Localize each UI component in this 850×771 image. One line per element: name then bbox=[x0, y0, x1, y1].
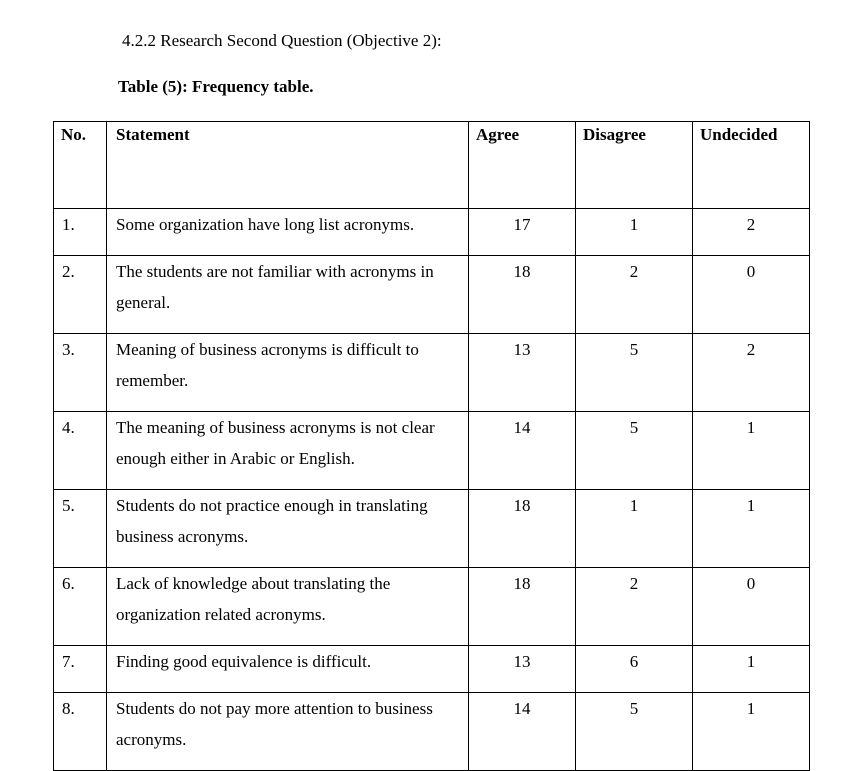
cell-disagree: 6 bbox=[576, 646, 693, 693]
cell-agree: 18 bbox=[469, 490, 576, 568]
section-heading: 4.2.2 Research Second Question (Objective 2): bbox=[122, 31, 442, 50]
cell-agree: 17 bbox=[469, 209, 576, 256]
cell-undecided: 2 bbox=[693, 209, 810, 256]
cell-statement: The meaning of business acronyms is not clear enough either in Arabic or English. bbox=[107, 412, 469, 490]
table-row bbox=[54, 646, 810, 693]
header-disagree: Disagree bbox=[576, 122, 693, 209]
cell-disagree: 2 bbox=[576, 256, 693, 334]
table-row bbox=[54, 568, 810, 646]
cell-no: 4. bbox=[54, 412, 107, 490]
cell-disagree: 5 bbox=[576, 693, 693, 771]
cell-no: 2. bbox=[54, 256, 107, 334]
table-row bbox=[54, 256, 810, 334]
cell-statement: The students are not familiar with acronyms in general. bbox=[107, 256, 469, 334]
cell-agree: 13 bbox=[469, 646, 576, 693]
table-row bbox=[54, 209, 810, 256]
cell-agree: 18 bbox=[469, 256, 576, 334]
table-row bbox=[54, 412, 810, 490]
cell-no: 6. bbox=[54, 568, 107, 646]
cell-disagree: 1 bbox=[576, 209, 693, 256]
cell-no: 8. bbox=[54, 693, 107, 771]
cell-undecided: 1 bbox=[693, 412, 810, 490]
header-statement: Statement bbox=[107, 122, 469, 209]
cell-no: 5. bbox=[54, 490, 107, 568]
cell-undecided: 0 bbox=[693, 568, 810, 646]
cell-statement: Students do not pay more attention to business acronyms. bbox=[107, 693, 469, 771]
cell-no: 3. bbox=[54, 334, 107, 412]
cell-disagree: 5 bbox=[576, 334, 693, 412]
cell-undecided: 2 bbox=[693, 334, 810, 412]
cell-agree: 14 bbox=[469, 412, 576, 490]
frequency-table bbox=[53, 121, 810, 771]
cell-statement: Meaning of business acronyms is difficult to remember. bbox=[107, 334, 469, 412]
cell-agree: 14 bbox=[469, 693, 576, 771]
cell-statement: Finding good equivalence is difficult. bbox=[107, 646, 469, 693]
cell-undecided: 1 bbox=[693, 693, 810, 771]
cell-disagree: 2 bbox=[576, 568, 693, 646]
table-row bbox=[54, 334, 810, 412]
cell-undecided: 1 bbox=[693, 490, 810, 568]
header-undecided: Undecided bbox=[693, 122, 810, 209]
table-row bbox=[54, 490, 810, 568]
cell-agree: 18 bbox=[469, 568, 576, 646]
cell-agree: 13 bbox=[469, 334, 576, 412]
cell-statement: Students do not practice enough in translating business acronyms. bbox=[107, 490, 469, 568]
table-header-row bbox=[54, 122, 810, 209]
cell-undecided: 1 bbox=[693, 646, 810, 693]
cell-statement: Lack of knowledge about translating the organization related acronyms. bbox=[107, 568, 469, 646]
cell-disagree: 5 bbox=[576, 412, 693, 490]
header-agree: Agree bbox=[469, 122, 576, 209]
cell-no: 7. bbox=[54, 646, 107, 693]
cell-no: 1. bbox=[54, 209, 107, 256]
table-caption: Table (5): Frequency table. bbox=[118, 77, 314, 96]
table-row bbox=[54, 693, 810, 771]
cell-undecided: 0 bbox=[693, 256, 810, 334]
cell-disagree: 1 bbox=[576, 490, 693, 568]
header-no: No. bbox=[54, 122, 107, 209]
cell-statement: Some organization have long list acronyms. bbox=[107, 209, 469, 256]
